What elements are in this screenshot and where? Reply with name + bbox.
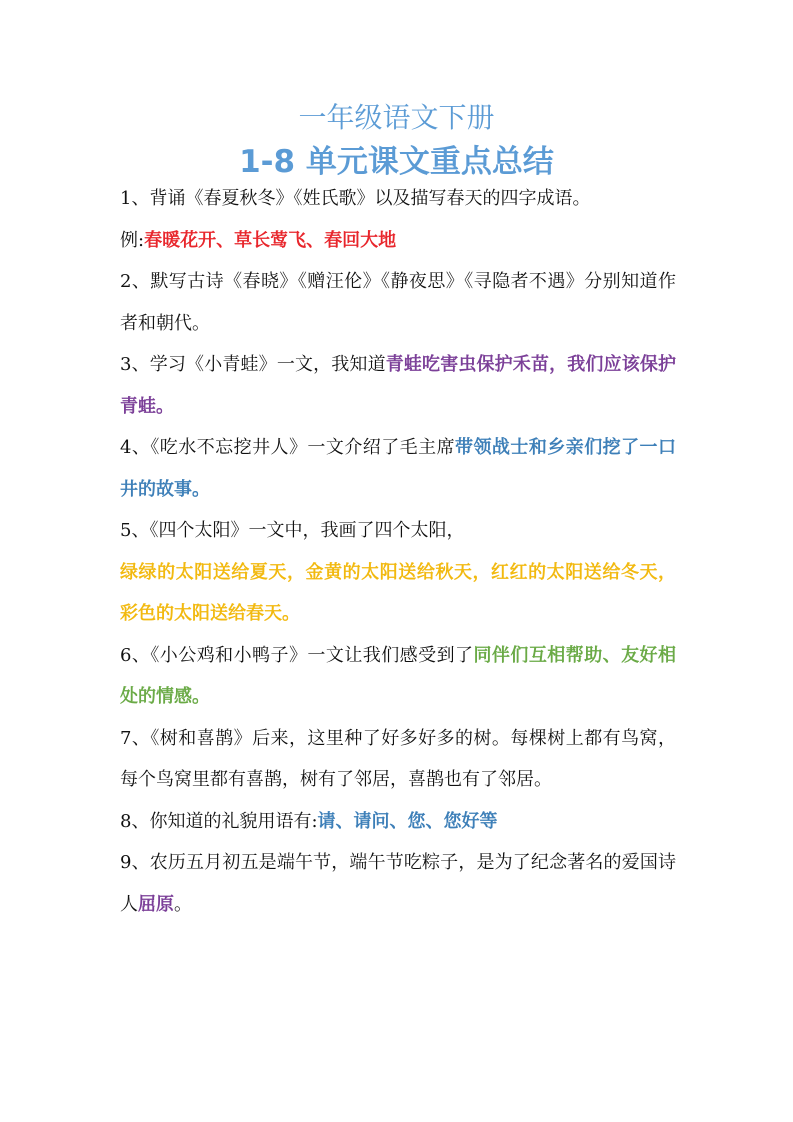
document-body — [120, 178, 676, 925]
item-7-text: 7、《树和喜鹊》后来，这里种了好多好多的树。每棵树上都有鸟窝，每个鸟窝里都有喜鹊，树有了邻居，喜鹊也有了邻居。 — [120, 727, 676, 790]
example-highlight: 春暖花开、草长莺飞、春回大地 — [144, 229, 397, 251]
item-6 — [120, 635, 676, 718]
document-subtitle: 1-8 单元课文重点总结 — [239, 144, 554, 180]
item-3-highlight: 青蛙吃害虫保护禾苗，我们应该保护青蛙。 — [120, 354, 677, 417]
item-5 — [120, 510, 676, 552]
item-8-highlight: 请、请问、您、您好等 — [317, 810, 498, 832]
item-3-prefix: 3、学习《小青蛙》一文，我知道 — [120, 354, 386, 375]
item-5-highlight: 绿绿的太阳送给夏天，金黄的太阳送给秋天，红红的太阳送给冬天，彩色的太阳送给春天。 — [120, 561, 676, 624]
item-3 — [120, 344, 676, 427]
item-1-text: 1、背诵《春夏秋冬》《姓氏歌》以及描写春天的四字成语。 — [120, 188, 591, 209]
item-9-suffix: 。 — [174, 893, 192, 915]
item-2 — [120, 261, 676, 344]
item-4 — [120, 427, 676, 510]
item-9-prefix: 9、农历五月初五是端午节，端午节吃粽子，是为了纪念著名的爱国诗人 — [120, 852, 676, 915]
document-title: 一年级语文下册 — [298, 101, 495, 134]
item-6-prefix: 6、《小公鸡和小鸭子》一文让我们感受到了 — [120, 644, 474, 666]
item-8 — [120, 801, 676, 843]
item-4-prefix: 4、《吃水不忘挖井人》一文介绍了毛主席 — [120, 437, 456, 458]
example-prefix: 例: — [120, 229, 145, 251]
item-1 — [120, 178, 676, 220]
item-4-highlight: 带领战士和乡亲们挖了一口井的故事。 — [120, 437, 676, 500]
item-9-highlight: 屈原 — [138, 893, 174, 915]
item-8-prefix: 8、你知道的礼貌用语有: — [120, 810, 318, 832]
item-2-text: 2、默写古诗《春晓》《赠汪伦》《静夜思》《寻隐者不遇》分别知道作者和朝代。 — [120, 271, 676, 334]
item-7 — [120, 718, 676, 801]
item-9 — [120, 842, 676, 925]
item-5-continued — [120, 552, 676, 635]
item-6-highlight: 同伴们互相帮助、友好相处的情感。 — [120, 644, 676, 707]
item-1-example — [120, 220, 676, 262]
item-5-prefix: 5、《四个太阳》一文中，我画了四个太阳， — [120, 520, 465, 541]
